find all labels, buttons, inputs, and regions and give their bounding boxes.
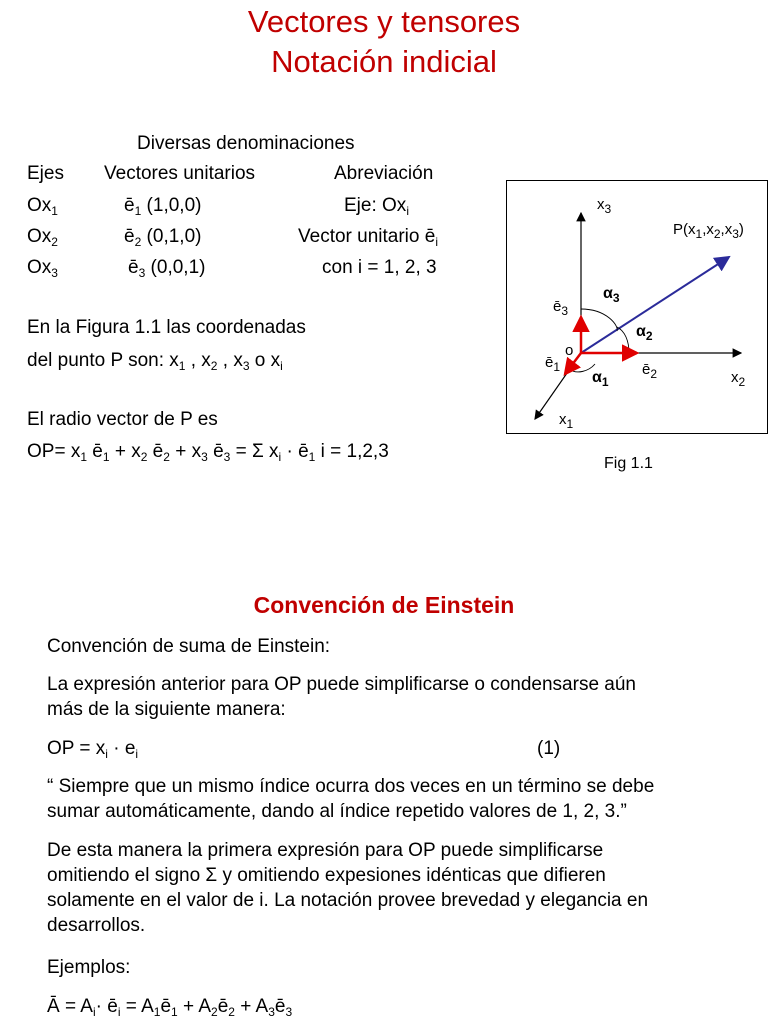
e1-label: $ē_1$ [545,354,561,374]
row-abbreviation: Eje: $Ox_i$ [344,195,409,218]
origin-label: o [565,342,574,359]
angle-arc-3 [581,309,617,331]
alpha2-label: $\alpha_2$ [636,323,653,343]
e2-label: $ē_2$ [642,361,658,381]
header-unit-vectors: Vectores unitarios [104,163,256,184]
row-vector: $ē_1$ (1,0,0) [124,195,202,218]
x2-label: $x_2$ [731,369,746,389]
table-caption: Diversas denominaciones [137,133,355,154]
equation-number: (1) [537,738,561,759]
example-formula: Ā = $A_i\cdot$ $ē_i$ = $A_1ē_1$ + $A_2ē_2$ + $A_3ē_3$ [47,996,293,1019]
einstein-intro: Convención de suma de Einstein: [47,636,331,657]
figure-frame [506,180,768,434]
row-abbreviation: con i = 1, 2, 3 [322,257,437,278]
x1-label: $x_1$ [559,411,574,431]
einstein-rule-quote: “ Siempre que un mismo índice ocurra dos veces en un término se debe sumar automáticamente, dando al índice repetido valores de 1, 2, 3.” [47,776,655,822]
page-title: Vectores y tensores [247,4,521,39]
position-vector [581,257,729,353]
coordinate-diagram [507,181,768,435]
row-axis: $Ox_2$ [27,226,58,249]
point-p-label: $P(x_1,x_2,x_3)$ [673,221,744,241]
examples-label: Ejemplos: [47,957,131,978]
coordinates-line-1: En la Figura 1.1 las coordenadas [27,317,306,338]
einstein-equation: OP = $x_i \cdot e_i$ [47,738,139,761]
einstein-paragraph-1: La expresión anterior para OP puede simplificarse o condensarse aún más de la siguiente manera: [47,674,636,720]
row-axis: $Ox_3$ [27,257,58,280]
x3-label: $x_3$ [597,196,612,216]
page-subtitle: Notación indicial [271,44,497,79]
alpha3-label: $\alpha_3$ [603,285,620,305]
radius-vector-formula: $OP= x_1$ $ē_1 + x_2$ $ē_2 + x_3$ $ē_3 = \Sigma$ $x_i$ · $ē_1$ i = 1,2,3 [27,441,389,464]
angle-arc-2 [617,327,629,353]
figure-caption: Fig 1.1 [604,455,653,472]
row-abbreviation: Vector unitario $ē_i$ [298,226,438,249]
alpha1-label: $\alpha_1$ [592,369,609,389]
coordinates-line-2: del punto P son: $x_1$ , $x_2$ , $x_3$ o $x_i$ [27,350,283,373]
einstein-paragraph-2: De esta manera la primera expresión para OP puede simplificarse omitiendo el signo Σ y omitiendo expesiones idénticas que difieren solamente en el valor de i. La notación provee brevedad y elegancia en desarrollos. [47,840,649,936]
header-abbreviation: Abreviación [334,163,434,184]
row-vector: $ē_2$ (0,1,0) [124,226,202,249]
row-vector: $ē_3$ (0,0,1) [128,257,206,280]
header-axes: Ejes [27,163,64,184]
e3-label: $ē_3$ [553,298,569,318]
radius-vector-intro: El radio vector de P es [27,409,218,430]
einstein-heading: Convención de Einstein [253,592,515,618]
row-axis: $Ox_1$ [27,195,58,218]
